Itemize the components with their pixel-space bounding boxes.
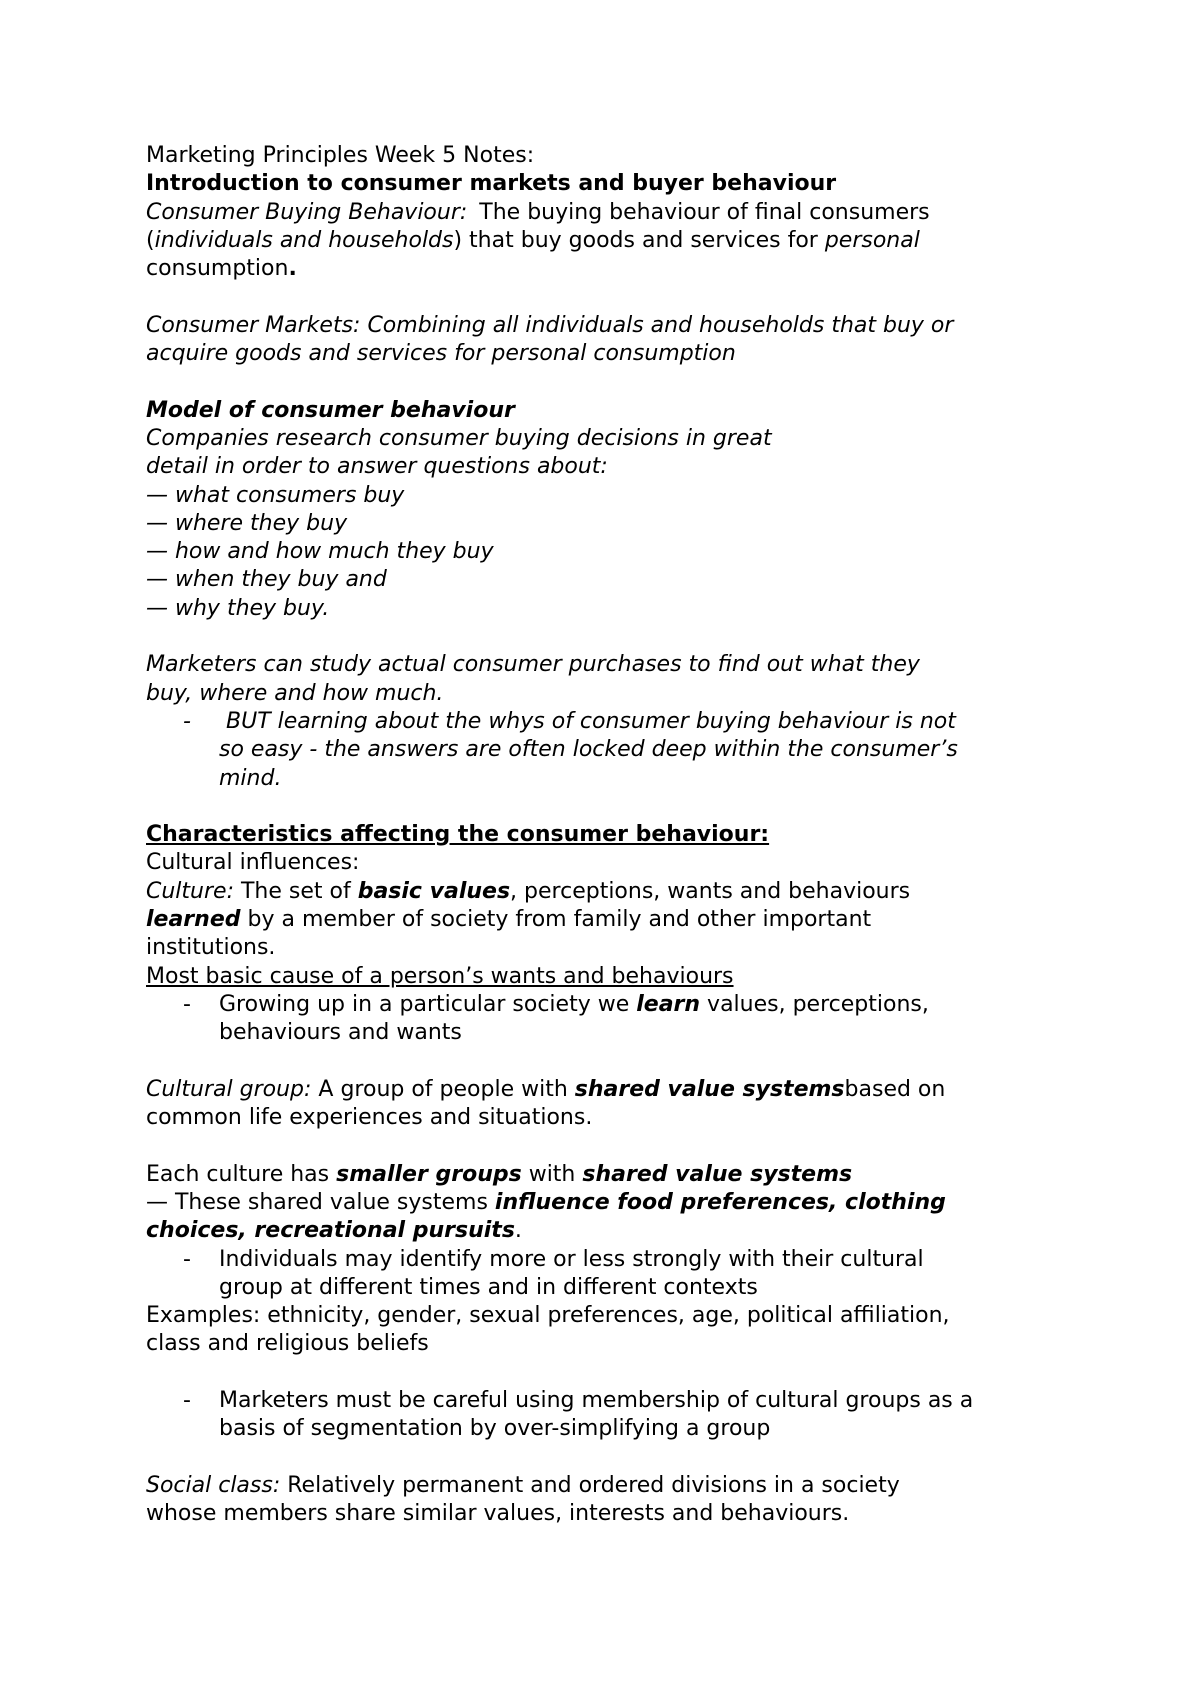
- text: values, perceptions,: [700, 991, 929, 1017]
- characteristics-heading: Characteristics affecting the consumer behaviour:: [146, 822, 770, 848]
- bullet-dash: -: [183, 991, 191, 1017]
- text: based on: [844, 1076, 946, 1102]
- definition-text-b: ) that buy goods and services for: [453, 227, 825, 253]
- bold-shared-value-systems: shared value systems: [574, 1076, 845, 1102]
- bold-influence: influence food preferences, clothing: [494, 1189, 946, 1215]
- bullet-marketers-careful: [146, 1387, 1086, 1444]
- bullet-growing-up: [146, 991, 1086, 1048]
- definition-text-c: consumption: [146, 256, 289, 282]
- paragraph-consumer-buying-behaviour-line2: [146, 227, 1086, 255]
- spacer: [146, 1132, 1086, 1160]
- each-culture-line3: [146, 1217, 1086, 1245]
- definition-text: The buying behaviour of final consumers: [479, 199, 930, 225]
- consumer-markets-line1: Consumer Markets: Combining all individuals and households that buy or: [146, 312, 954, 338]
- cultural-influences: Cultural influences:: [146, 850, 360, 876]
- model-item: — what consumers buy: [146, 482, 405, 508]
- bold-choices: choices, recreational pursuits: [146, 1218, 515, 1244]
- bold-learn: learn: [636, 991, 701, 1017]
- bold-basic-values: basic values: [357, 878, 511, 904]
- spacer: [146, 793, 1086, 821]
- bullet-line: [219, 991, 1086, 1019]
- term-consumer-buying-behaviour: Consumer Buying Behaviour:: [146, 199, 468, 225]
- bullet-line: BUT learning about the whys of consumer buying behaviour is not: [219, 708, 956, 734]
- culture-definition-line1: [146, 878, 1086, 906]
- document-page: [146, 142, 1086, 1529]
- bullet-line: mind.: [219, 765, 282, 791]
- bullet-dash: -: [183, 1388, 191, 1414]
- paren-open: (: [146, 227, 155, 253]
- model-line1: Companies research consumer buying decisions in great: [146, 425, 772, 451]
- spacer: [146, 623, 1086, 651]
- spacer: [146, 368, 1086, 396]
- model-item: — where they buy: [146, 510, 348, 536]
- text: with: [521, 1161, 583, 1187]
- social-class-line1: [146, 1472, 1086, 1500]
- bullet-individuals: [146, 1246, 1086, 1303]
- model-item: — how and how much they buy: [146, 539, 494, 565]
- cultural-group-line2: common life experiences and situations.: [146, 1105, 593, 1131]
- examples-line1: Examples: ethnicity, gender, sexual preferences, age, political affiliation,: [146, 1303, 950, 1329]
- bullet-line: basis of segmentation by over-simplifying a group: [219, 1416, 771, 1442]
- text: — These shared value systems: [146, 1189, 495, 1215]
- most-basic-cause: Most basic cause of a person’s wants and behaviours: [146, 963, 734, 989]
- bullet-line: Marketers must be careful using membership of cultural groups as a: [219, 1388, 974, 1414]
- model-line2: detail in order to answer questions about:: [146, 454, 608, 480]
- text: Each culture has: [146, 1161, 337, 1187]
- bullet-line: behaviours and wants: [219, 1020, 462, 1046]
- spacer: [146, 1444, 1086, 1472]
- each-culture-line1: [146, 1161, 1086, 1189]
- spacer: [146, 283, 1086, 311]
- text: .: [514, 1218, 522, 1244]
- text: Relatively permanent and ordered divisions in a society: [280, 1472, 900, 1498]
- section-heading: Introduction to consumer markets and buyer behaviour: [146, 171, 837, 197]
- model-item: — why they buy.: [146, 595, 330, 621]
- text: The set of: [233, 878, 358, 904]
- bold-smaller-groups: smaller groups: [336, 1161, 522, 1187]
- bullet-whys: [146, 708, 1086, 793]
- culture-definition-line2: [146, 906, 1086, 934]
- document-title: Marketing Principles Week 5 Notes:: [146, 143, 535, 168]
- text: Growing up in a particular society we: [219, 991, 637, 1017]
- text: by a member of society from family and other important: [240, 907, 872, 933]
- bullet-line: so easy - the answers are often locked deep within the consumer’s: [219, 737, 958, 763]
- bullet-line: Individuals may identify more or less strongly with their cultural: [219, 1246, 924, 1272]
- term-culture: Culture:: [146, 878, 234, 904]
- spacer: [146, 1048, 1086, 1076]
- bold-shared-value-systems: shared value systems: [582, 1161, 853, 1187]
- italic-personal: personal: [824, 227, 920, 253]
- bullet-dash: -: [183, 708, 191, 734]
- consumer-markets-line2: acquire goods and services for personal consumption: [146, 341, 736, 367]
- term-social-class: Social class:: [146, 1472, 281, 1498]
- bold-learned: learned: [146, 907, 241, 933]
- text: A group of people with: [311, 1076, 575, 1102]
- cultural-group-line1: [146, 1076, 1086, 1104]
- spacer: [146, 1359, 1086, 1387]
- bullet-line: group at different times and in different contexts: [219, 1274, 758, 1300]
- marketers-line1: Marketers can study actual consumer purchases to find out what they: [146, 652, 920, 678]
- text: , perceptions, wants and behaviours: [510, 878, 911, 904]
- examples-line2: class and religious beliefs: [146, 1331, 429, 1357]
- social-class-line2: whose members share similar values, interests and behaviours.: [146, 1501, 850, 1527]
- model-heading: Model of consumer behaviour: [146, 397, 515, 423]
- marketers-line2: buy, where and how much.: [146, 680, 444, 706]
- paragraph-consumer-buying-behaviour-line1: [146, 199, 1086, 227]
- bullet-dash: -: [183, 1246, 191, 1272]
- paragraph-consumer-buying-behaviour-line3: [146, 255, 1086, 283]
- term-cultural-group: Cultural group:: [146, 1076, 312, 1102]
- italic-individuals: individuals and households: [154, 227, 454, 253]
- culture-definition-line3: institutions.: [146, 935, 276, 961]
- period: .: [288, 256, 297, 282]
- each-culture-line2: [146, 1189, 1086, 1217]
- model-item: — when they buy and: [146, 567, 387, 593]
